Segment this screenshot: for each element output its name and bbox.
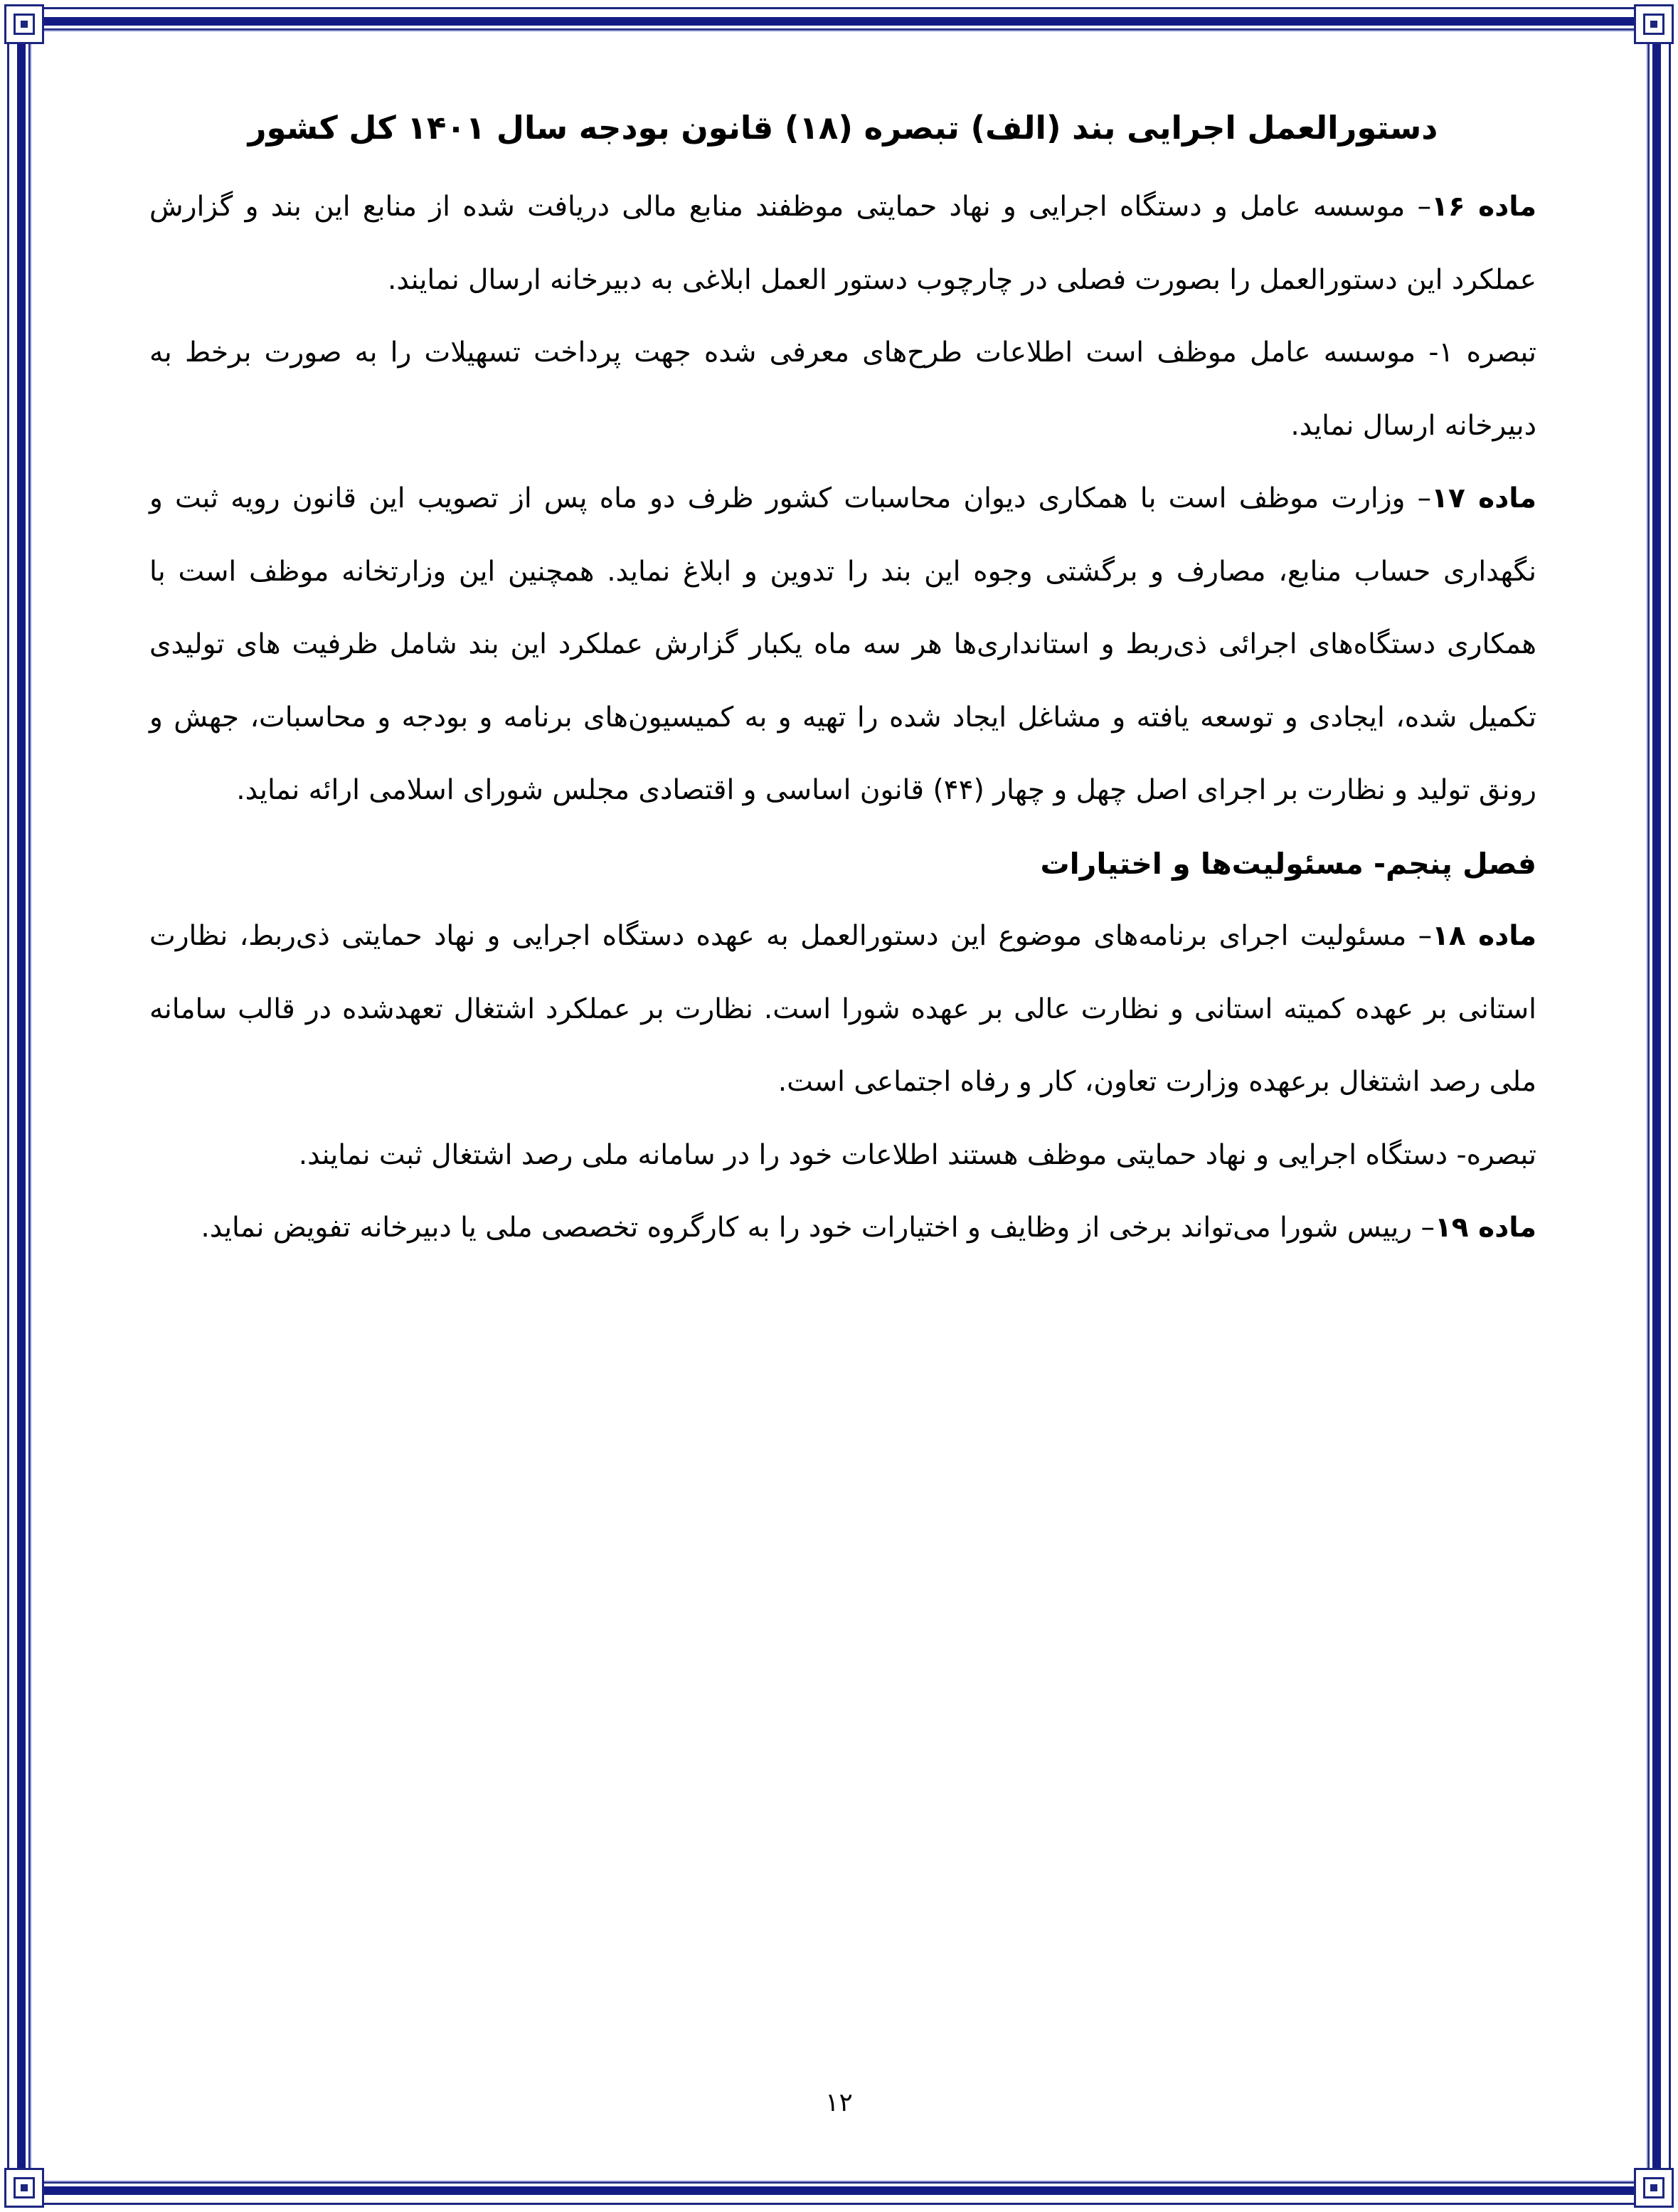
- article-text: – مسئولیت اجرای برنامه‌های موضوع این دستورالعمل به عهده دستگاه اجرایی و نهاد حمایتی ذی‌ربط، نظارت استانی بر عهده کمیته استانی و نظارت عالی بر عهده شورا است. نظارت بر عملکرد اشتغال تعهدشده در قالب سامانه ملی رصد اشتغال برعهده وزارت تعاون، کار و رفاه اجتماعی است.: [149, 920, 1536, 1098]
- article-text: – رییس شورا می‌تواند برخی از وظایف و اختیارات خود را به کارگروه تخصصی ملی یا دبیرخانه تفویض نماید.: [201, 1212, 1435, 1244]
- corner-ornament-top-right: [1634, 4, 1674, 44]
- note-text: تبصره- دستگاه اجرایی و نهاد حمایتی موظف هستند اطلاعات خود را در سامانه ملی رصد اشتغال ثبت نمایند.: [298, 1138, 1536, 1171]
- page-number: ۱۲: [825, 2088, 853, 2117]
- article-label: ماده ۱۸: [1432, 920, 1537, 952]
- article-17: [149, 462, 1536, 827]
- article-label: ماده ۱۷: [1431, 482, 1537, 514]
- article-19: [149, 1192, 1536, 1265]
- article-16: [149, 171, 1536, 317]
- article-text: – موسسه عامل و دستگاه اجرایی و نهاد حمایتی موظفند منابع مالی دریافت شده از منابع این بند و گزارش عملکرد این دستورالعمل را بصورت فصلی در چارچوب دستور العمل ابلاغی به دبیرخانه ارسال نمایند.: [149, 191, 1536, 296]
- note-text: تبصره ۱- موسسه عامل موظف است اطلاعات طرح‌های معرفی شده جهت پرداخت تسهیلات را به صورت برخط به دبیرخانه ارسال نماید.: [149, 337, 1536, 442]
- article-18: [149, 900, 1536, 1119]
- article-label: ماده ۱۹: [1434, 1212, 1536, 1244]
- corner-ornament-bottom-left: [4, 2168, 44, 2208]
- note-1: [149, 317, 1536, 462]
- section-heading: فصل پنجم- مسئولیت‌ها و اختیارات: [1040, 846, 1536, 881]
- article-text: – وزارت موظف است با همکاری دیوان محاسبات کشور ظرف دو ماه پس از تصویب این قانون رویه ثبت و نگهداری حساب منابع، مصارف و برگشتی وجوه این بند را تدوین و ابلاغ نماید. همچنین این وزارتخانه موظف است با همکاری دستگاه‌های اجرائی ذی‌ربط و استانداری‌ها هر سه ماه یکبار گزارش عملکرد این بند شامل ظرفیت های تولیدی تکمیل شده، ایجادی و توسعه یافته و مشاغل ایجاد شده را تهیه و به کمیسیون‌های برنامه و بودجه و محاسبات، جهش و رونق تولید و نظارت بر اجرای اصل چهل و چهار (۴۴) قانون اساسی و اقتصادی مجلس شورای اسلامی ارائه نماید.: [149, 482, 1536, 806]
- corner-ornament-top-left: [4, 4, 44, 44]
- corner-ornament-bottom-right: [1634, 2168, 1674, 2208]
- document-body: [149, 92, 1536, 1265]
- document-title: دستورالعمل اجرایی بند (الف) تبصره (۱۸) قانون بودجه سال ۱۴۰۱ کل کشور: [248, 109, 1438, 147]
- article-label: ماده ۱۶: [1431, 191, 1537, 223]
- note-article-18: [149, 1119, 1536, 1192]
